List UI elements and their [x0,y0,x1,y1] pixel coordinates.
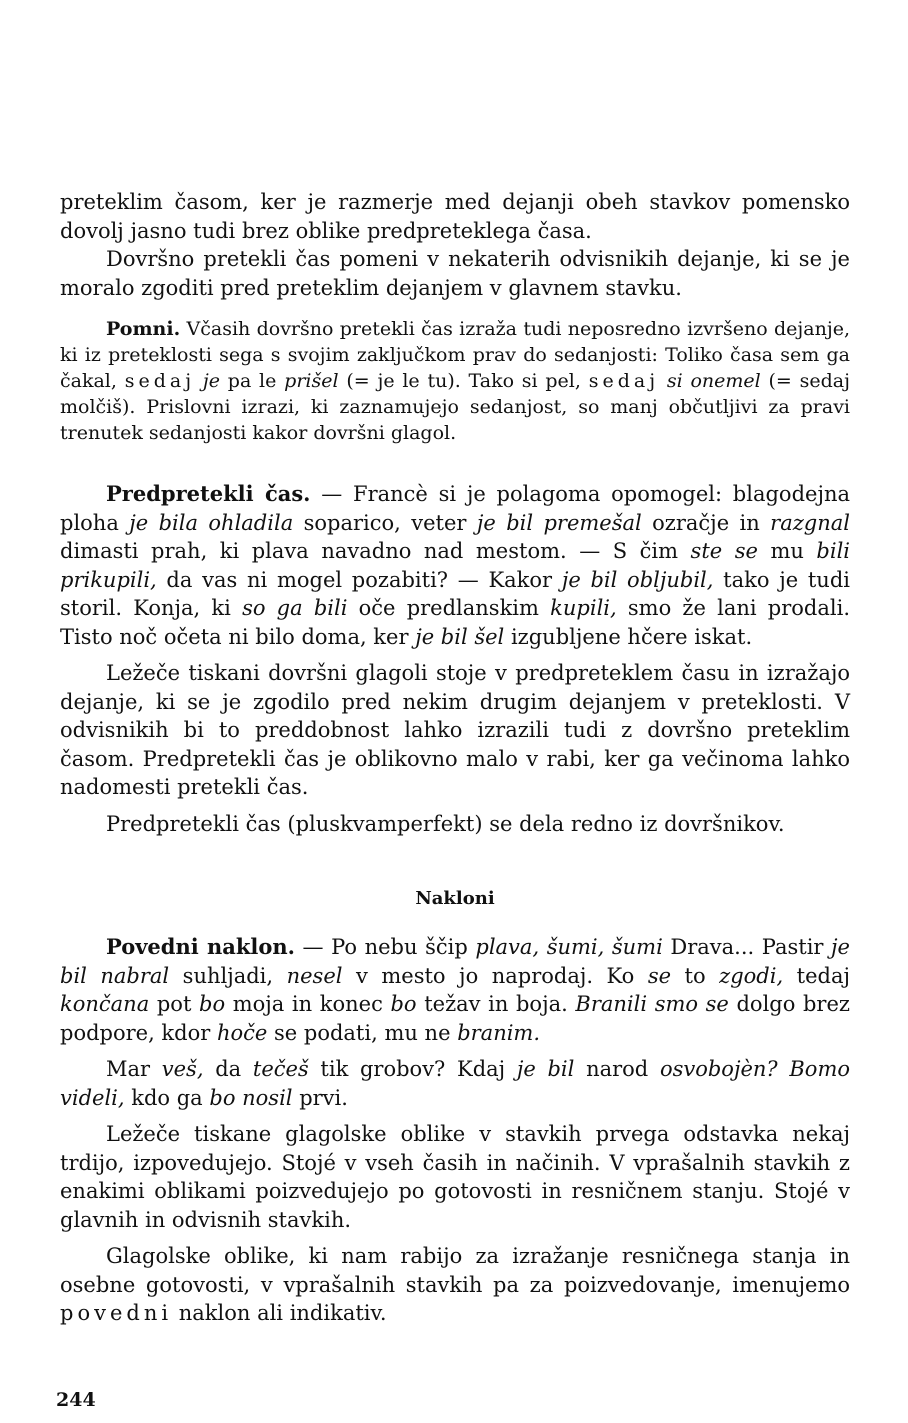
text-run: prvi. [292,1085,348,1110]
paragraph-povedni-naklon [60,933,850,1047]
text-run: — Po nebu ščip [294,935,476,959]
italic-example: osvobojèn? Bomo videli, [60,1057,850,1110]
page-number: 244 [56,1389,96,1411]
paragraph-lezece-tiskani: Ležeče tiskani dovršni glagoli stoje v predpreteklem času in izražajo dejanje, ki se je zgodilo pred nekim drugim dejanjem v preteklosti. V odvisnikih bi to preddobnost lahko izrazili tudi z dovršno preteklim časom. Predpretekli čas je oblikovno malo v rabi, ker ga večinoma lahko nadomesti pretekli čas. [60,661,850,799]
paragraph-questions [60,1055,850,1112]
note-text [659,370,667,392]
text-run: moja in konec [225,992,391,1016]
text-run: naklon ali indikativ. [172,1301,387,1325]
section-label: Predpretekli čas. [106,481,311,506]
note-label: Pomni. [106,318,181,340]
text-run: Glagolske oblike, ki nam rabijo za izražanje resničnega stanja in osebne gotovosti, v vprašalnih stavkih pa za poizvedovanje, imenujemo [60,1244,850,1297]
text-run: izgubljene hčere iskat. [504,624,753,649]
section-heading-nakloni: Nakloni [415,888,495,909]
italic-example: je bil obljubil, [561,567,714,592]
italic-example: je bil nabral [60,935,850,988]
note-text: pa le [220,370,285,392]
text-run: oče predlanskim [347,596,551,620]
text-run: dimasti prah, ki plava navadno nad mestom. — S čim [60,539,691,563]
italic-example: bo [390,992,417,1016]
italic-example: Branili smo se [575,992,729,1016]
text-run: da [203,1057,253,1081]
text-run: suhljadi, [169,963,287,988]
italic-example: bo [199,992,226,1016]
paragraph-pluskvamperfekt: Predpretekli čas (pluskvamperfekt) se dela redno iz dovršnikov. [106,811,785,836]
italic-example: so ga bili [242,596,348,620]
italic-example: bo nosil [209,1085,293,1110]
text-run: kdo ga [124,1085,210,1110]
italic-example: razgnal [770,510,850,535]
italic-example: plava, šumi, šumi [475,935,663,959]
italic-example: kupili, [550,596,617,620]
text-run: v mesto jo naprodaj. Ko [342,963,648,988]
spaced-word: povedni [60,1301,173,1325]
paragraph-predpretekli [60,480,850,651]
text-run: tedaj [783,963,850,988]
text-run: da vas ni mogel pozabiti? — Kakor [156,567,562,592]
section-label: Povedni naklon. [106,934,295,959]
note-text [195,370,203,392]
note-pomni [60,316,850,446]
text-run: se podati, mu ne [267,1020,458,1045]
italic-example: hoče [216,1020,268,1045]
italic-example: je bil [516,1057,575,1081]
spaced-word: sedaj [124,370,196,392]
italic-example: branim. [457,1020,541,1045]
text-run: — Francè si je polagoma opomogel: blagodejna ploha [60,482,851,535]
paragraph-indikativ [60,1242,850,1328]
text-run: težav in boja. [416,992,576,1016]
text-run: pot [149,992,199,1016]
paragraph-glagolske-oblike: Ležeče tiskane glagolske oblike v stavkih prvega odstavka nekaj trdijo, izpovedujejo. Stojé v vseh časih in načinih. V vprašalnih stavkih z enakimi oblikami poizvedujejo po gotovosti in resničnem stanju. Stojé v glavnih in odvisnih stavkih. [60,1122,850,1232]
text-run: narod [574,1057,660,1081]
text-run: Mar [106,1057,162,1081]
paragraph-continuation: preteklim časom, ker je razmerje med dejanji obeh stavkov pomensko dovolj jasno tudi brez oblike predpreteklega časa. [60,190,850,243]
text-run: tik grobov? Kdaj [308,1057,517,1081]
italic-example: ste se [690,539,758,563]
text-run: Drava... Pastir [662,935,832,959]
text-run: soparico, veter [293,510,477,535]
italic-example: prišel [284,370,339,392]
italic-example: končana [60,992,150,1016]
note-text: (= je le tu). Tako si pel, [338,370,589,392]
italic-example: je bil šel [415,624,505,649]
note-text: (= sedaj molčiš). Prislovni izrazi, ki zaznamujejo sedanjost, so manj občutljivi za pravi trenutek sedanjosti kakor dovršni glagol. [60,370,850,444]
italic-example: se [647,963,672,988]
italic-example: je bila ohladila [129,510,294,535]
paragraph-dovrsno-pretekli: Dovršno pretekli čas pomeni v nekaterih odvisnikih dejanje, ki se je moralo zgoditi pred preteklim dejanjem v glavnem stavku. [60,247,850,300]
italic-example: si onemel [666,370,761,392]
spaced-word: sedaj [588,370,660,392]
text-run: tako je tudi storil. Konja, ki [60,567,850,620]
italic-example: zgodi, [719,963,784,988]
text-run: ozračje in [641,510,771,535]
italic-example: tečeš [252,1057,309,1081]
italic-example: nesel [286,963,343,988]
note-text: Včasih dovršno pretekli čas izraža tudi neposredno izvršeno dejanje, ki iz preteklosti sega s svojim zaključkom prav do sedanjosti: Toliko časa sem ga čakal, [60,318,850,392]
italic-example: je [202,370,221,392]
italic-example: veš, [161,1057,204,1081]
italic-example: bili prikupili, [60,539,850,592]
text-run: mu [757,539,817,563]
page-body [60,188,850,1328]
text-run: dolgo brez podpore, kdor [60,992,850,1045]
text-run: smo že lani prodali. Tisto noč očeta ni bilo doma, ker [60,596,851,649]
italic-example: je bil premešal [476,510,642,535]
text-run: to [671,963,720,988]
